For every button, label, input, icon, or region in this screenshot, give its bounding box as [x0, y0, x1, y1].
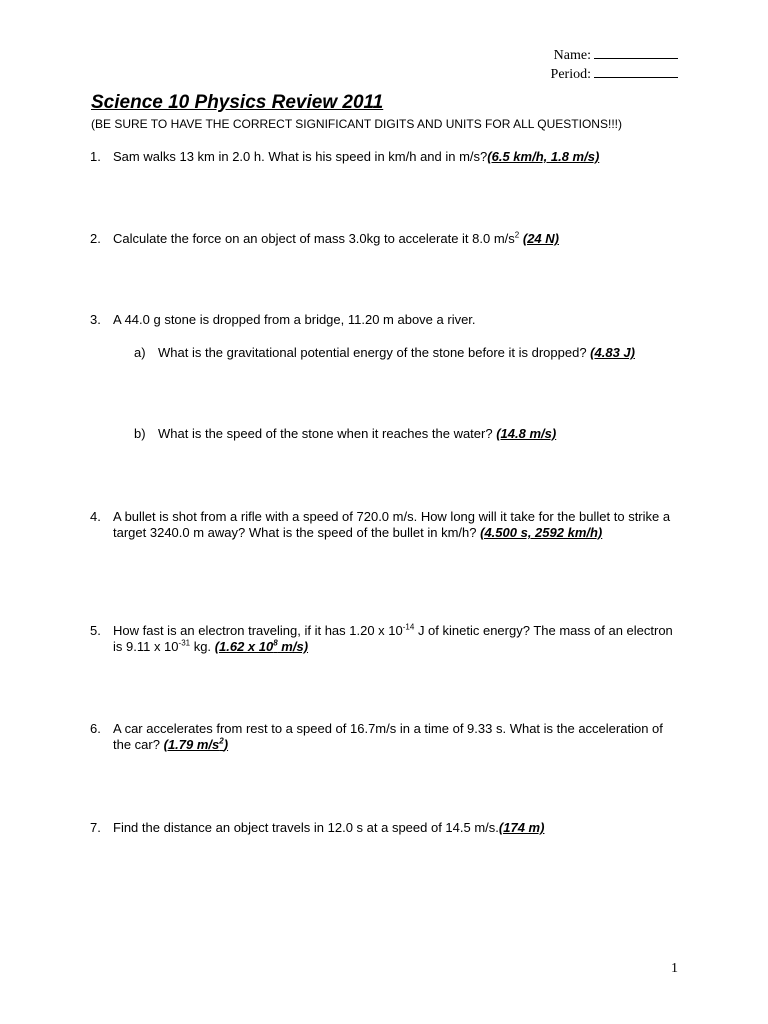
page-title: Science 10 Physics Review 2011	[91, 92, 384, 113]
name-field	[551, 46, 678, 65]
period-label: Period:	[550, 67, 591, 82]
period-blank-line	[594, 65, 678, 78]
question-1	[90, 149, 680, 165]
answer-exponent: 8	[273, 638, 278, 648]
question-text: What is the speed of the stone when it reaches the water?	[158, 426, 493, 441]
question-text: What is the gravitational potential energy of the stone before it is dropped?	[158, 345, 587, 360]
student-info-fields	[551, 46, 678, 84]
answer-part: (1.79 m/s	[163, 737, 220, 752]
question-3	[90, 312, 680, 328]
question-text: A car accelerates from rest to a speed of 16.7m/s in a time of 9.33 s. What is the acceleration of the car?	[113, 721, 663, 752]
question-text: Find the distance an object travels in 12.0 s at a speed of 14.5 m/s.	[113, 820, 499, 835]
question-6	[90, 721, 680, 753]
answer: (6.5 km/h, 1.8 m/s)	[487, 149, 600, 164]
part-label: a)	[134, 345, 146, 360]
answer-part: )	[223, 737, 229, 752]
question-4	[90, 509, 680, 541]
period-field	[551, 65, 678, 84]
answer: (24 N)	[522, 231, 559, 246]
answer: (4.500 s, 2592 km/h)	[480, 525, 603, 540]
question-text: Calculate the force on an object of mass 3.0kg to accelerate it 8.0 m/s	[113, 231, 515, 246]
question-3a	[134, 345, 680, 361]
answer: (174 m)	[498, 820, 545, 835]
name-label: Name:	[553, 48, 591, 63]
answer-part: m/s)	[277, 639, 309, 654]
question-text: kg.	[190, 639, 212, 654]
answer-part: (1.62 x 10	[214, 639, 274, 654]
answer: (14.8 m/s)	[496, 426, 557, 441]
answer	[215, 639, 308, 654]
part-label: b)	[134, 426, 146, 441]
question-text: How fast is an electron traveling, if it has 1.20 x 10	[113, 623, 403, 638]
question-number: 4.	[90, 509, 101, 524]
instructions: (BE SURE TO HAVE THE CORRECT SIGNIFICANT DIGITS AND UNITS FOR ALL QUESTIONS!!!)	[91, 117, 622, 131]
answer-exponent: 2	[219, 736, 224, 746]
question-number: 2.	[90, 231, 101, 246]
question-text: A 44.0 g stone is dropped from a bridge, 11.20 m above a river.	[113, 312, 476, 327]
answer: (4.83 J)	[590, 345, 635, 360]
question-number: 6.	[90, 721, 101, 736]
exponent: -14	[402, 622, 415, 632]
question-number: 5.	[90, 623, 101, 638]
question-text: A bullet is shot from a rifle with a speed of 720.0 m/s. How long will it take for the bullet to strike a target 3240.0 m away? What is the speed of the bullet in km/h?	[113, 509, 671, 540]
question-5	[90, 623, 680, 655]
question-3b	[134, 426, 680, 442]
name-blank-line	[594, 46, 678, 59]
question-2	[90, 231, 680, 247]
question-7	[90, 820, 680, 836]
answer	[164, 737, 228, 752]
question-number: 3.	[90, 312, 101, 327]
exponent: -31	[178, 638, 191, 648]
question-text: Sam walks 13 km in 2.0 h. What is his speed in km/h and in m/s?	[113, 149, 488, 164]
question-text: J of kinetic energy? The mass of an electron is 9.11 x 10	[113, 623, 673, 654]
question-number: 7.	[90, 820, 101, 835]
page-number: 1	[671, 961, 678, 976]
question-number: 1.	[90, 149, 101, 164]
exponent: 2	[514, 230, 520, 240]
